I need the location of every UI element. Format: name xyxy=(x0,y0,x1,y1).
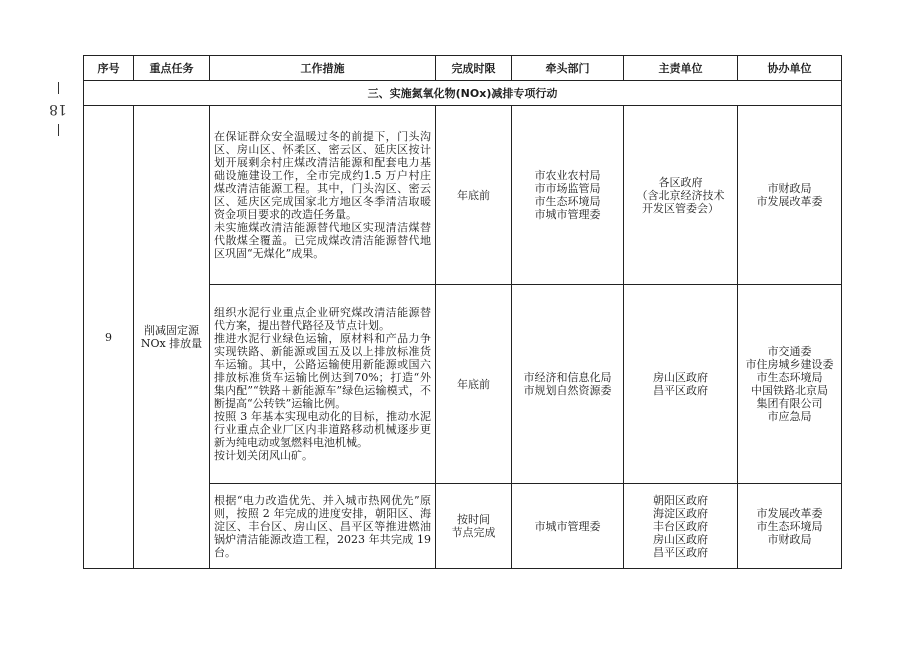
responsible-line: 开发区管委会） xyxy=(642,201,719,215)
measure-paragraph: 根据“电力改造优先、并入城市热网优先”原则，按照 2 年完成的进度安排，朝阳区、海淀区、丰台区、房山区、昌平区等推进燃油锅炉清洁能源改造工程，2023 年共完成 19 台。 xyxy=(214,493,431,559)
deadline-cell xyxy=(436,285,512,484)
responsible-line: 昌平区政府 xyxy=(653,545,708,559)
lead-dept-line: 市市场监管局 xyxy=(534,182,601,195)
assisting-line: 市住房城乡建设委 xyxy=(745,358,834,371)
assisting-line: 市交通委 xyxy=(767,345,812,358)
header-lead-dept: 牵头部门 xyxy=(512,56,624,81)
assisting-line: 集团有限公司 xyxy=(756,397,823,410)
assisting-line: 市财政局 xyxy=(767,182,812,195)
lead-dept-cell xyxy=(512,285,624,484)
header-assisting: 协办单位 xyxy=(738,56,842,81)
section-title: 三、实施氮氧化物(NOx)减排专项行动 xyxy=(84,81,842,106)
header-deadline: 完成时限 xyxy=(436,56,512,81)
page-number-text: 18 xyxy=(49,100,67,117)
responsible-cell xyxy=(624,106,738,285)
assisting-line: 市生态环境局 xyxy=(756,519,823,533)
measure-paragraph: 推进水泥行业绿色运输，原材料和产品力争实现铁路、新能源或国五及以上排放标准货车运输。其中，公路运输使用新能源或国六排放标准货车运输比例达到70%；打造“外集内配”“铁路＋新能源车”绿色运输模式，不断提高“公转铁”运输比例。 xyxy=(214,332,431,410)
responsible-line: 丰台区政府 xyxy=(653,519,708,533)
item-number: 9 xyxy=(84,106,134,569)
measures-cell xyxy=(210,484,436,569)
assisting-line: 市财政局 xyxy=(767,532,812,546)
lead-dept-line: 市生态环境局 xyxy=(534,195,601,208)
deadline-line: 年底前 xyxy=(457,188,490,202)
measures-cell xyxy=(210,285,436,484)
responsible-line: 房山区政府 xyxy=(653,532,708,546)
lead-dept-cell xyxy=(512,106,624,285)
page-number-dash-top xyxy=(58,82,59,94)
task-line: 削减固定源 xyxy=(144,324,199,337)
table-row xyxy=(84,106,842,285)
lead-dept-line: 市规划自然资源委 xyxy=(523,384,612,397)
responsible-line: 各区政府 xyxy=(658,175,703,189)
assisting-cell xyxy=(738,106,842,285)
measure-paragraph: 按照 3 年基本实现电动化的目标，推动水泥行业重点企业厂区内非道路移动机械逐步更新为纯电动或氢燃料电池机械。 xyxy=(214,410,431,449)
assisting-line: 市发展改革委 xyxy=(756,506,823,520)
assisting-cell xyxy=(738,285,842,484)
assisting-line: 市发展改革委 xyxy=(756,195,823,208)
header-no: 序号 xyxy=(84,56,134,81)
responsible-line: 房山区政府 xyxy=(653,371,708,384)
action-plan-table xyxy=(83,55,842,569)
responsible-line: 海淀区政府 xyxy=(653,506,708,520)
lead-dept-line: 市城市管理委 xyxy=(534,208,601,221)
header-row xyxy=(84,56,842,81)
measure-paragraph: 组织水泥行业重点企业研究煤改清洁能源替代方案，提出替代路径及节点计划。 xyxy=(214,306,431,332)
responsible-line: （含北京经济技术 xyxy=(636,188,725,202)
deadline-cell xyxy=(436,484,512,569)
task-line: NOx 排放量 xyxy=(140,337,203,350)
deadline-line: 年底前 xyxy=(457,377,490,391)
assisting-line: 市应急局 xyxy=(767,410,812,423)
lead-dept-cell xyxy=(512,484,624,569)
header-task: 重点任务 xyxy=(134,56,210,81)
task-cell xyxy=(134,106,210,569)
responsible-cell xyxy=(624,285,738,484)
assisting-line: 中国铁路北京局 xyxy=(751,384,828,397)
measures-cell xyxy=(210,106,436,285)
measure-paragraph: 未实施煤改清洁能源替代地区实现清洁煤替代散煤全覆盖。已完成煤改清洁能源替代地区巩固“无煤化”成果。 xyxy=(214,221,431,260)
header-measures: 工作措施 xyxy=(210,56,436,81)
responsible-line: 昌平区政府 xyxy=(653,384,708,397)
section-row xyxy=(84,81,842,106)
assisting-cell xyxy=(738,484,842,569)
page-number xyxy=(48,82,68,152)
measure-paragraph: 在保证群众安全温暖过冬的前提下，门头沟区、房山区、怀柔区、密云区、延庆区按计划开展剩余村庄煤改清洁能源和配套电力基础设施建设工作，全市完成约1.5 万户村庄煤改清洁能源工程。其中，门头沟区、密云区、延庆区完成国家北方地区冬季清洁取暖资金项目要求的改造任务量。 xyxy=(214,130,431,221)
deadline-line: 按时间 xyxy=(457,513,490,526)
assisting-line: 市生态环境局 xyxy=(756,371,823,384)
lead-dept-line: 市经济和信息化局 xyxy=(523,371,612,384)
lead-dept-line: 市城市管理委 xyxy=(534,519,601,533)
header-responsible: 主责单位 xyxy=(624,56,738,81)
deadline-cell xyxy=(436,106,512,285)
page-number-dash-bottom xyxy=(58,124,59,136)
responsible-cell xyxy=(624,484,738,569)
deadline-line: 节点完成 xyxy=(451,526,496,539)
measure-paragraph: 按计划关闭风山矿。 xyxy=(214,449,313,462)
lead-dept-line: 市农业农村局 xyxy=(534,169,601,182)
responsible-line: 朝阳区政府 xyxy=(653,493,708,507)
